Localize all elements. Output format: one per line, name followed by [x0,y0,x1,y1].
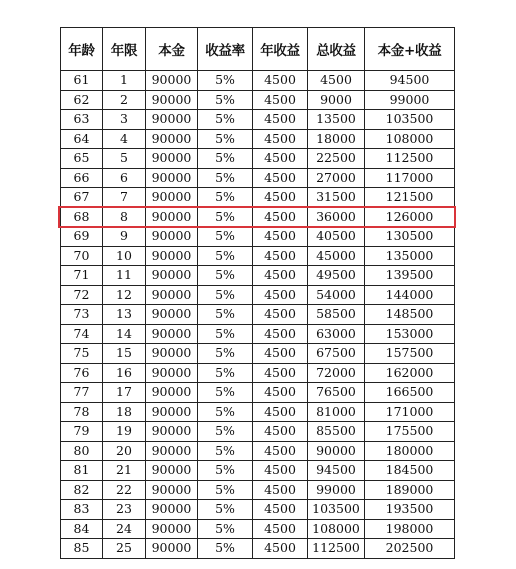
table-row [61,207,455,227]
cell-annual-return: 4500 [253,188,308,208]
header-rate: 收益率 [198,28,253,71]
cell-years: 24 [103,519,146,539]
cell-total-return: 49500 [308,266,365,286]
cell-annual-return: 4500 [253,129,308,149]
cell-rate: 5% [198,305,253,325]
cell-rate: 5% [198,422,253,442]
cell-age: 76 [61,363,103,383]
table-row [61,227,455,247]
cell-years: 14 [103,324,146,344]
cell-principal-plus-return: 175500 [365,422,455,442]
cell-years: 7 [103,188,146,208]
cell-rate: 5% [198,324,253,344]
cell-annual-return: 4500 [253,207,308,227]
cell-annual-return: 4500 [253,324,308,344]
cell-principal: 90000 [146,324,198,344]
cell-total-return: 76500 [308,383,365,403]
cell-rate: 5% [198,168,253,188]
cell-principal-plus-return: 112500 [365,149,455,169]
cell-principal: 90000 [146,71,198,91]
cell-age: 71 [61,266,103,286]
cell-age: 75 [61,344,103,364]
cell-principal-plus-return: 135000 [365,246,455,266]
cell-annual-return: 4500 [253,363,308,383]
cell-principal-plus-return: 162000 [365,363,455,383]
cell-total-return: 81000 [308,402,365,422]
table-row [61,266,455,286]
cell-total-return: 63000 [308,324,365,344]
cell-principal-plus-return: 99000 [365,90,455,110]
cell-annual-return: 4500 [253,402,308,422]
cell-years: 9 [103,227,146,247]
table-header-row [61,28,455,71]
cell-principal: 90000 [146,344,198,364]
cell-total-return: 99000 [308,480,365,500]
cell-rate: 5% [198,461,253,481]
cell-principal-plus-return: 148500 [365,305,455,325]
cell-principal-plus-return: 94500 [365,71,455,91]
cell-principal: 90000 [146,383,198,403]
table-row [61,461,455,481]
cell-age: 80 [61,441,103,461]
cell-principal-plus-return: 189000 [365,480,455,500]
cell-rate: 5% [198,188,253,208]
cell-total-return: 18000 [308,129,365,149]
cell-age: 83 [61,500,103,520]
table-row [61,168,455,188]
cell-rate: 5% [198,149,253,169]
table-row [61,422,455,442]
cell-age: 64 [61,129,103,149]
cell-rate: 5% [198,344,253,364]
header-age: 年龄 [61,28,103,71]
cell-rate: 5% [198,539,253,559]
cell-rate: 5% [198,227,253,247]
table-row [61,500,455,520]
table-row [61,480,455,500]
cell-total-return: 36000 [308,207,365,227]
cell-annual-return: 4500 [253,344,308,364]
cell-principal: 90000 [146,519,198,539]
cell-age: 73 [61,305,103,325]
cell-principal: 90000 [146,461,198,481]
cell-annual-return: 4500 [253,539,308,559]
returns-table [60,27,455,559]
cell-years: 20 [103,441,146,461]
cell-principal: 90000 [146,441,198,461]
table-row [61,402,455,422]
cell-annual-return: 4500 [253,90,308,110]
cell-years: 15 [103,344,146,364]
table-row [61,188,455,208]
cell-total-return: 112500 [308,539,365,559]
cell-rate: 5% [198,285,253,305]
cell-principal-plus-return: 103500 [365,110,455,130]
cell-principal-plus-return: 166500 [365,383,455,403]
cell-rate: 5% [198,441,253,461]
table-row [61,285,455,305]
cell-total-return: 94500 [308,461,365,481]
header-total-return: 总收益 [308,28,365,71]
table-row [61,246,455,266]
cell-years: 13 [103,305,146,325]
cell-age: 63 [61,110,103,130]
table-row [61,539,455,559]
cell-age: 61 [61,71,103,91]
cell-annual-return: 4500 [253,168,308,188]
cell-years: 4 [103,129,146,149]
cell-principal: 90000 [146,285,198,305]
cell-annual-return: 4500 [253,246,308,266]
cell-principal-plus-return: 108000 [365,129,455,149]
cell-total-return: 67500 [308,344,365,364]
cell-age: 82 [61,480,103,500]
cell-annual-return: 4500 [253,149,308,169]
cell-principal: 90000 [146,90,198,110]
cell-principal: 90000 [146,266,198,286]
table-row [61,383,455,403]
cell-annual-return: 4500 [253,383,308,403]
cell-principal: 90000 [146,110,198,130]
cell-rate: 5% [198,402,253,422]
cell-years: 5 [103,149,146,169]
cell-principal-plus-return: 202500 [365,539,455,559]
cell-principal: 90000 [146,539,198,559]
cell-years: 23 [103,500,146,520]
cell-total-return: 9000 [308,90,365,110]
cell-rate: 5% [198,519,253,539]
cell-principal: 90000 [146,188,198,208]
cell-rate: 5% [198,246,253,266]
cell-age: 65 [61,149,103,169]
cell-years: 10 [103,246,146,266]
cell-principal: 90000 [146,500,198,520]
cell-total-return: 40500 [308,227,365,247]
table-row [61,324,455,344]
cell-annual-return: 4500 [253,422,308,442]
cell-age: 79 [61,422,103,442]
cell-annual-return: 4500 [253,500,308,520]
table-row [61,344,455,364]
cell-principal: 90000 [146,168,198,188]
cell-years: 2 [103,90,146,110]
cell-years: 19 [103,422,146,442]
cell-age: 74 [61,324,103,344]
table-row [61,71,455,91]
cell-annual-return: 4500 [253,461,308,481]
cell-rate: 5% [198,500,253,520]
cell-age: 78 [61,402,103,422]
cell-annual-return: 4500 [253,519,308,539]
cell-rate: 5% [198,90,253,110]
cell-rate: 5% [198,110,253,130]
cell-annual-return: 4500 [253,110,308,130]
cell-annual-return: 4500 [253,71,308,91]
header-principal-plus-return: 本金+收益 [365,28,455,71]
cell-principal-plus-return: 184500 [365,461,455,481]
cell-principal-plus-return: 121500 [365,188,455,208]
table-row [61,363,455,383]
cell-annual-return: 4500 [253,441,308,461]
cell-years: 18 [103,402,146,422]
cell-age: 72 [61,285,103,305]
cell-annual-return: 4500 [253,266,308,286]
cell-principal-plus-return: 153000 [365,324,455,344]
cell-age: 85 [61,539,103,559]
cell-principal: 90000 [146,422,198,442]
cell-years: 22 [103,480,146,500]
cell-principal: 90000 [146,129,198,149]
cell-age: 81 [61,461,103,481]
cell-total-return: 27000 [308,168,365,188]
cell-rate: 5% [198,129,253,149]
cell-age: 84 [61,519,103,539]
cell-age: 62 [61,90,103,110]
table-row [61,305,455,325]
cell-principal: 90000 [146,402,198,422]
cell-principal: 90000 [146,305,198,325]
cell-total-return: 45000 [308,246,365,266]
table-row [61,129,455,149]
cell-principal-plus-return: 130500 [365,227,455,247]
cell-annual-return: 4500 [253,227,308,247]
cell-years: 3 [103,110,146,130]
cell-principal: 90000 [146,246,198,266]
cell-total-return: 4500 [308,71,365,91]
cell-total-return: 22500 [308,149,365,169]
header-principal: 本金 [146,28,198,71]
cell-years: 17 [103,383,146,403]
cell-years: 16 [103,363,146,383]
cell-annual-return: 4500 [253,480,308,500]
cell-total-return: 13500 [308,110,365,130]
cell-rate: 5% [198,207,253,227]
cell-principal-plus-return: 157500 [365,344,455,364]
cell-total-return: 72000 [308,363,365,383]
table-row [61,149,455,169]
cell-total-return: 108000 [308,519,365,539]
cell-principal-plus-return: 198000 [365,519,455,539]
cell-total-return: 90000 [308,441,365,461]
table-row [61,110,455,130]
table-row [61,441,455,461]
cell-principal-plus-return: 171000 [365,402,455,422]
cell-principal: 90000 [146,207,198,227]
cell-principal-plus-return: 193500 [365,500,455,520]
cell-years: 8 [103,207,146,227]
cell-rate: 5% [198,266,253,286]
cell-principal-plus-return: 126000 [365,207,455,227]
cell-total-return: 54000 [308,285,365,305]
cell-years: 1 [103,71,146,91]
cell-principal: 90000 [146,227,198,247]
cell-total-return: 58500 [308,305,365,325]
cell-principal-plus-return: 139500 [365,266,455,286]
cell-age: 70 [61,246,103,266]
cell-years: 11 [103,266,146,286]
cell-rate: 5% [198,480,253,500]
cell-rate: 5% [198,71,253,91]
cell-principal: 90000 [146,149,198,169]
cell-total-return: 103500 [308,500,365,520]
header-annual-return: 年收益 [253,28,308,71]
cell-age: 77 [61,383,103,403]
cell-total-return: 85500 [308,422,365,442]
cell-age: 69 [61,227,103,247]
header-years: 年限 [103,28,146,71]
cell-annual-return: 4500 [253,305,308,325]
table-row [61,519,455,539]
cell-years: 12 [103,285,146,305]
cell-annual-return: 4500 [253,285,308,305]
cell-principal: 90000 [146,480,198,500]
cell-age: 67 [61,188,103,208]
cell-principal-plus-return: 117000 [365,168,455,188]
cell-principal-plus-return: 180000 [365,441,455,461]
cell-age: 66 [61,168,103,188]
cell-rate: 5% [198,383,253,403]
returns-table-container [60,27,454,559]
cell-principal-plus-return: 144000 [365,285,455,305]
cell-age: 68 [61,207,103,227]
cell-years: 6 [103,168,146,188]
cell-years: 25 [103,539,146,559]
cell-principal: 90000 [146,363,198,383]
cell-years: 21 [103,461,146,481]
cell-rate: 5% [198,363,253,383]
table-body [61,71,455,559]
cell-total-return: 31500 [308,188,365,208]
table-row [61,90,455,110]
